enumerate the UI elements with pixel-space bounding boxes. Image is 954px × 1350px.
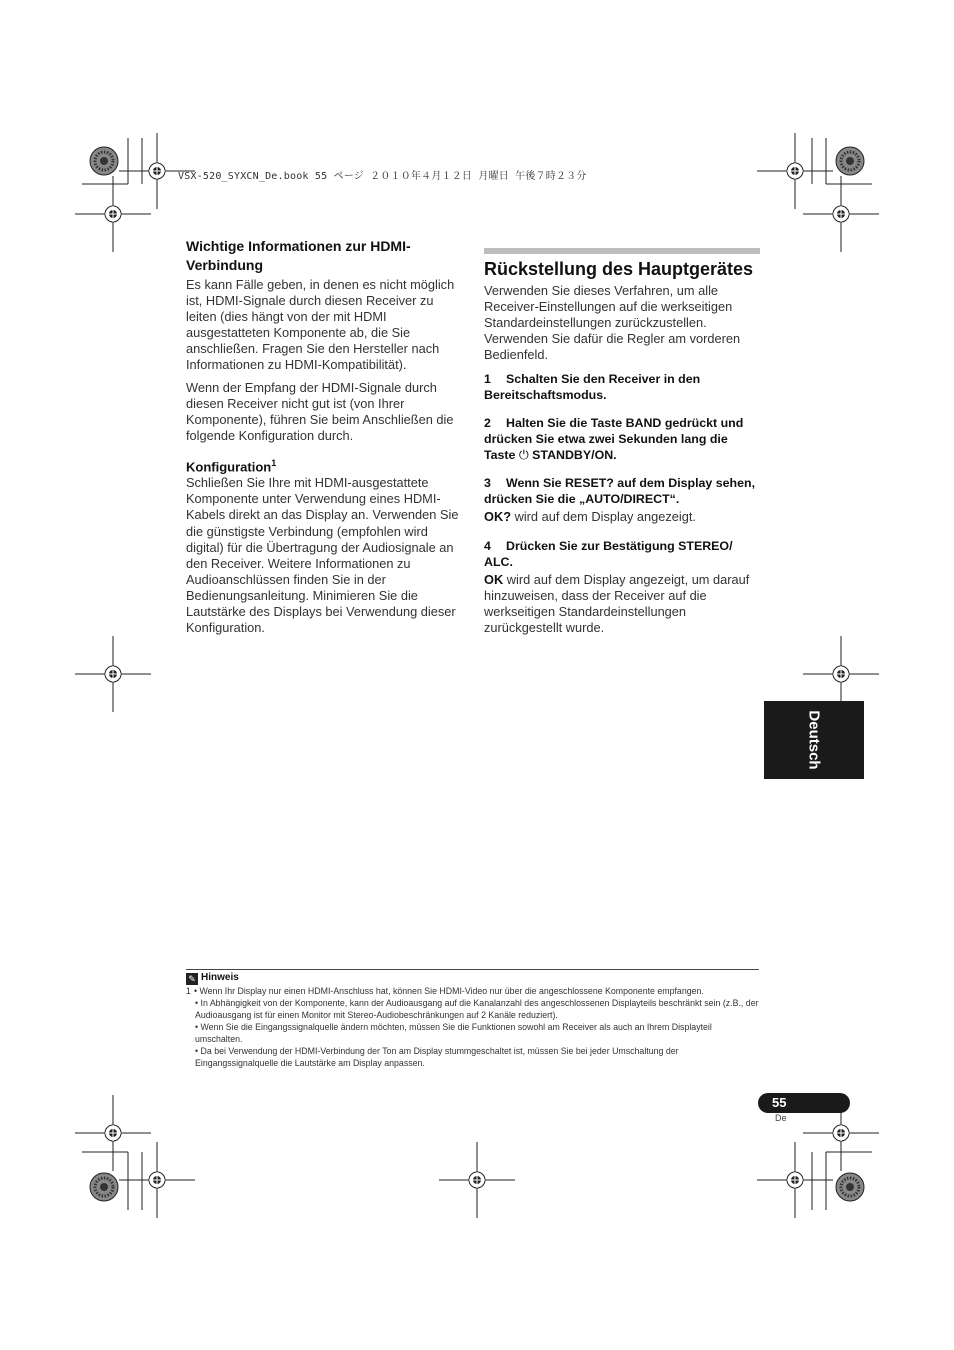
konfiguration-heading: [186, 458, 462, 474]
step-text: Schalten Sie den Receiver in den Bereitschaftsmodus.: [484, 372, 701, 403]
left-column: [186, 237, 462, 642]
notes-heading-label: Hinweis: [201, 972, 239, 983]
reset-intro: Verwenden Sie dieses Verfahren, um alle Receiver-Einstellungen auf die werkseitigen Standardeinstellungen zurückzustellen. Verwenden Sie dafür die Regler am vorderen Bedienfeld.: [484, 283, 741, 363]
step-2: [484, 415, 760, 463]
display-message: OK: [484, 571, 504, 587]
step-number: 2: [484, 416, 491, 431]
note-text: • Wenn Ihr Display nur einen HDMI-Anschluss hat, können Sie HDMI-Video nur über die angeschlossene Komponente empfangen.: [194, 986, 704, 996]
note-item: • Wenn Sie die Eingangssignalquelle ändern möchten, müssen Sie die Funktionen sowohl am Receiver als auch an Ihrem Displayteil umschalten.: [195, 1022, 712, 1044]
registration-sun-mark: [836, 147, 864, 175]
hdmi-info-paragraph-1: Es kann Fälle geben, in denen es nicht möglich ist, HDMI-Signale durch diesen Receiver zu leiten (dies hängt von der mit HDMI ausgestatteten Komponente ab, die Sie anschließen. Fragen Sie den Hersteller nach Informationen zu HDMI-Kompatibilität).: [186, 277, 455, 373]
response-text: wird auf dem Display angezeigt.: [511, 509, 696, 525]
step-number: 1: [484, 372, 491, 387]
step-number: 3: [484, 476, 491, 491]
registration-cross-mark: [803, 176, 879, 252]
response-text: wird auf dem Display angezeigt, um darauf hinzuweisen, dass der Receiver auf die werkseitigen Standardeinstellungen zurückgestellt wurde.: [484, 571, 750, 635]
konfiguration-label: Konfiguration: [186, 459, 272, 475]
step-text-end: STANDBY/ON.: [532, 448, 617, 463]
notes-heading: [186, 972, 239, 985]
step-3: [484, 475, 760, 507]
power-icon: ⏻: [518, 448, 529, 463]
hdmi-info-paragraph-2: Wenn der Empfang der HDMI-Signale durch diesen Receiver nicht gut ist (von Ihrer Komponente), führen Sie beim Anschließen die folgende Konfiguration durch.: [186, 379, 454, 443]
hdmi-info-heading: Wichtige Informationen zur HDMI-Verbindung: [186, 238, 411, 273]
footnote-ref: 1: [271, 457, 277, 468]
section-bar: [484, 248, 760, 254]
note-item: • In Abhängigkeit von der Komponente, kann der Audioausgang auf die Kanalanzahl des angeschlossenen Displayteils beschränkt sein (z.B., der Audioausgang ist für einen Monitor mit Stereo-Audiobeschränkungen auf 2 Kanäle reduziert).: [195, 998, 759, 1020]
notes-divider: [186, 969, 759, 970]
registration-cross-mark: [75, 176, 151, 252]
language-tab-label: Deutsch: [805, 710, 823, 770]
note-number: 1: [186, 986, 191, 996]
registration-sun-mark: [90, 1173, 118, 1201]
registration-cross-mark: [439, 1142, 515, 1218]
step-text: Halten Sie die Taste BAND gedrückt und drücken Sie etwa zwei Sekunden lang die Taste: [484, 416, 744, 463]
step-number: 4: [484, 538, 491, 553]
registration-cross-mark: [75, 1095, 151, 1171]
konfiguration-paragraph: Schließen Sie Ihre mit HDMI-ausgestattete Komponente unter Verwendung eines HDMI-Kabels direkt an das Display an. Verwenden Sie die günstigste Verbindung (empfohlen wird digital) für die Übertragung der Audiosignale an den Receiver. Weitere Informationen zu Audioanschlüssen finden Sie in der Bedienungsanleitung. Minimieren Sie die Lautstärke des Displays bei Verwendung dieser Konfiguration.: [186, 475, 459, 636]
registration-cross-mark: [757, 1142, 833, 1218]
step-3-response: [484, 509, 760, 525]
notes-list: [186, 985, 760, 1069]
step-4-response: [484, 572, 760, 636]
page-number-badge: [758, 1093, 850, 1113]
print-file-info: VSX-520_SYXCN_De.book 55 ページ ２０１０年４月１２日 月曜日 午後７時２３分: [178, 171, 587, 182]
registration-cross-mark: [757, 133, 833, 209]
registration-cross-mark: [75, 636, 151, 712]
note-icon: ✎: [186, 973, 198, 985]
page-number: 55: [772, 1095, 787, 1110]
language-tab: [764, 701, 864, 779]
display-message: OK?: [484, 509, 512, 525]
registration-sun-mark: [836, 1173, 864, 1201]
step-text: Drücken Sie zur Bestätigung STEREO/ ALC.: [484, 538, 733, 569]
step-text: Wenn Sie RESET? auf dem Display sehen, drücken Sie die „AUTO/DIRECT“.: [484, 476, 756, 507]
reset-title: Rückstellung des Hauptgerätes: [484, 259, 754, 279]
step-4: [484, 538, 760, 570]
step-1: [484, 371, 760, 403]
note-item: • Da bei Verwendung der HDMI-Verbindung der Ton am Display stummgeschaltet ist, müssen Sie bei jeder Umschaltung der Eingangssignalquelle die Lautstärke am Display anpassen.: [195, 1046, 679, 1068]
registration-sun-mark: [90, 147, 118, 175]
right-column: [484, 248, 760, 636]
note-item: [186, 985, 760, 997]
page-language-code: De: [775, 1113, 787, 1123]
registration-cross-mark: [119, 1142, 195, 1218]
